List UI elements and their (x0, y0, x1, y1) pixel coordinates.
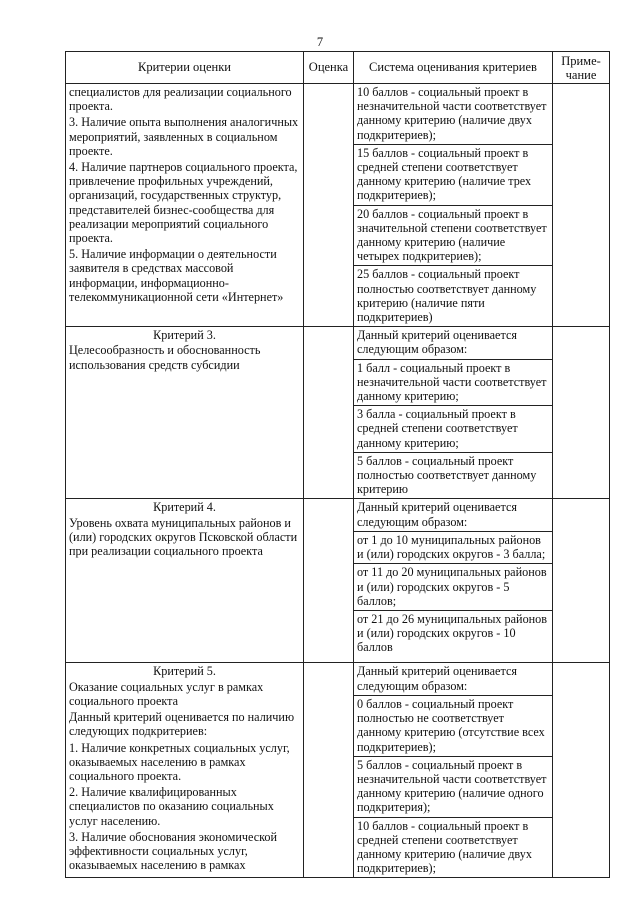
criteria-cell (66, 499, 304, 663)
criterion-paragraph: специалистов для реализации социального проекта. (69, 85, 292, 114)
table-row (66, 499, 610, 663)
header-system: Система оценивания критериев (354, 52, 553, 84)
criterion-paragraph: Целесообразность и обоснованность использования средств субсидии (69, 343, 261, 372)
criterion-paragraph: 2. Наличие квалифицированных специалистов по оказанию социальных услуг населению. (69, 785, 274, 828)
scoring-rule: Данный критерий оценивается следующим образом: (354, 499, 552, 531)
scoring-rule: 10 баллов - социальный проект в средней степени соответствует данному критерию (наличие двух подкритериев); (357, 818, 532, 876)
page-number: 7 (316, 35, 324, 49)
criterion-title: Критерий 3. (153, 328, 216, 343)
criterion-paragraph: 3. Наличие опыта выполнения аналогичных мероприятий, заявленных в социальном проекте. (69, 115, 299, 158)
scoring-rule: 5 баллов - социальный проект полностью соответствует данному критерию (357, 453, 537, 497)
score-cell (304, 327, 354, 499)
score-cell (304, 663, 354, 878)
criterion-paragraph: 4. Наличие партнеров социального проекта, привлечение профильных учреждений, организаций, государственных структур, представителей бизнес-сообщества для реализации мероприятий социального проекта. (69, 160, 298, 246)
header-notes-line: чание (565, 67, 597, 82)
score-cell (304, 499, 354, 663)
header-notes-line: Приме- (561, 53, 601, 68)
criterion-paragraph: 3. Наличие обоснования экономической эффективности социальных услуг, оказываемых населению в рамках (69, 829, 278, 873)
criterion-paragraph: Данный критерий оценивается по наличию следующих подкритериев: (69, 710, 295, 739)
scoring-rule: от 21 до 26 муниципальных районов и (или) городских округов - 10 баллов (357, 611, 548, 655)
notes-cell (553, 84, 610, 327)
criterion-title: Критерий 5. (153, 664, 216, 679)
table-row (66, 663, 610, 878)
criterion-paragraph: 5. Наличие информации о деятельности заявителя в средствах массовой информации, информационно-телекоммуникационной сети «Интернет» (69, 247, 284, 304)
scoring-rule: 15 баллов - социальный проект в средней степени соответствует данному критерию (наличие трех подкритериев); (354, 145, 552, 206)
criteria-table (65, 51, 610, 878)
scoring-rule: 0 баллов - социальный проект полностью не соответствует данному критерию (отсутствие всех подкритериев); (354, 696, 552, 757)
score-cell (304, 84, 354, 327)
scoring-rule: 5 баллов - социальный проект в незначительной части соответствует данному критерию (наличие одного подкритерия); (354, 757, 552, 818)
criteria-cell (66, 84, 304, 327)
notes-cell (553, 327, 610, 499)
scoring-rule: 10 баллов - социальный проект в незначительной части соответствует данному критерию (наличие двух подкритериев); (354, 84, 552, 145)
table-row (66, 84, 610, 327)
criteria-cell (66, 663, 304, 878)
header-criteria: Критерии оценки (66, 52, 304, 84)
criterion-paragraph: Уровень охвата муниципальных районов и (или) городских округов Псковской области при реализации социального проекта (69, 515, 298, 559)
scoring-rule: 20 баллов - социальный проект в значительной степени соответствует данному критерию (наличие четырех подкритериев); (354, 206, 552, 267)
system-cell (354, 327, 553, 499)
system-cell (354, 663, 553, 878)
system-cell (354, 84, 553, 327)
notes-cell (553, 663, 610, 878)
criterion-paragraph: 1. Наличие конкретных социальных услуг, оказываемых населению в рамках социального проекта. (69, 740, 290, 783)
criteria-cell (66, 327, 304, 499)
scoring-rule: 25 баллов - социальный проект полностью соответствует данному критерию (наличие пяти подкритериев) (357, 267, 537, 325)
criterion-title: Критерий 4. (153, 500, 216, 515)
table-row (66, 327, 610, 499)
scoring-rule: Данный критерий оценивается следующим образом: (354, 327, 552, 359)
table-header-row (66, 52, 610, 84)
header-score: Оценка (304, 52, 354, 84)
notes-cell (553, 499, 610, 663)
scoring-rule: от 1 до 10 муниципальных районов и (или) городских округов - 3 балла; (354, 532, 552, 564)
header-notes (553, 52, 610, 84)
scoring-rule: от 11 до 20 муниципальных районов и (или) городских округов - 5 баллов; (354, 564, 552, 611)
system-cell (354, 499, 553, 663)
scoring-rule: 1 балл - социальный проект в незначительной части соответствует данному критерию; (354, 360, 552, 407)
scoring-rule: Данный критерий оценивается следующим образом: (354, 663, 552, 695)
criterion-paragraph: Оказание социальных услуг в рамках социального проекта (69, 679, 264, 708)
scoring-rule: 3 балла - социальный проект в средней степени соответствует данному критерию; (354, 406, 552, 453)
